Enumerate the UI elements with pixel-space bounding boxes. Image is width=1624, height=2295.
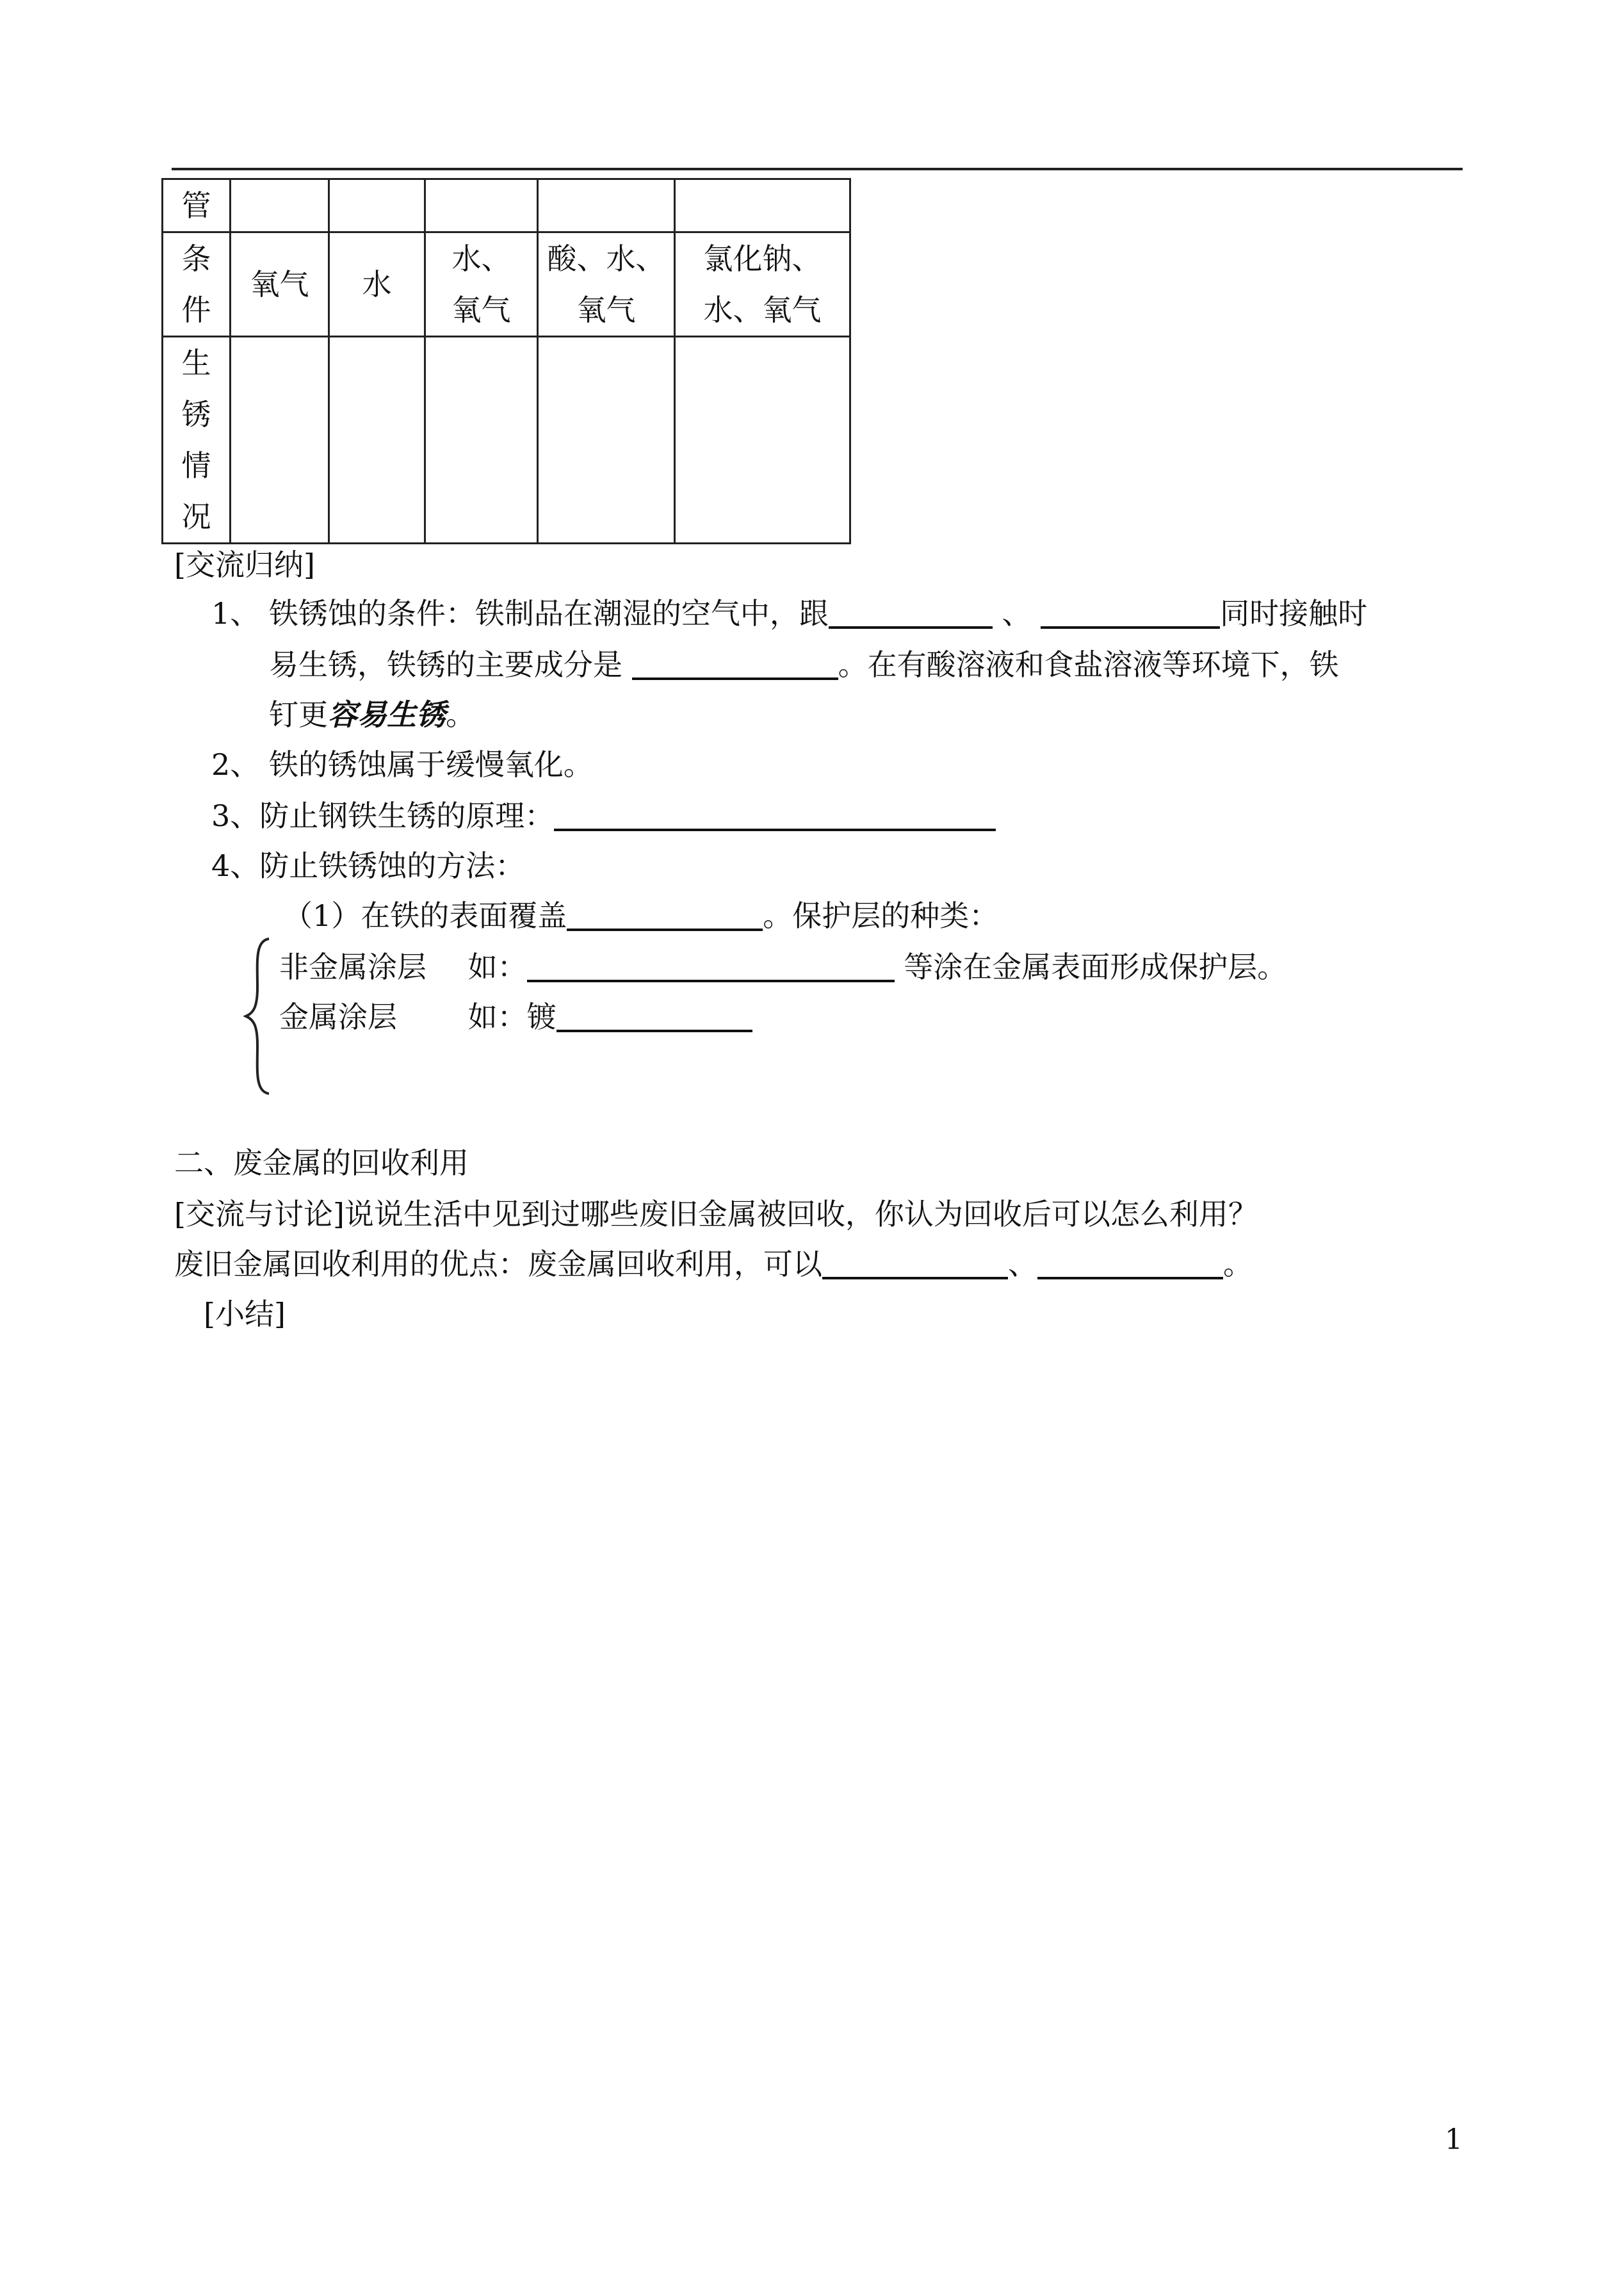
item1-line2: 易生锈，铁锈的主要成分是 。在有酸溶液和食盐溶液等环境下，铁	[269, 647, 1339, 682]
item4-1: （1）在铁的表面覆盖 。保护层的种类：	[283, 898, 999, 933]
table-cell	[538, 179, 675, 232]
label-rust-status: 生 锈 情 况	[163, 337, 231, 544]
condition-cell-water-oxygen: 水、 氧气	[425, 232, 538, 337]
table-cell	[329, 179, 425, 232]
blank-3[interactable]	[632, 647, 838, 680]
blank-4[interactable]	[554, 798, 996, 831]
blank-6[interactable]	[527, 949, 895, 982]
table-cell	[231, 179, 329, 232]
metal-coating: 金属涂层 如：镀	[279, 998, 752, 1036]
table-cell	[675, 179, 850, 232]
page-number: 1	[1445, 2123, 1463, 2156]
item2: 2、 铁的锈蚀属于缓慢氧化。	[211, 747, 593, 782]
table-cell	[675, 337, 850, 544]
table-cell	[425, 179, 538, 232]
label-tube: 管	[163, 179, 231, 232]
item1-line3: 钉更容易生锈。	[269, 697, 475, 732]
blank-5[interactable]	[567, 898, 763, 931]
advantage-line: 废旧金属回收利用的优点：废金属回收利用，可以 、 。	[174, 1247, 1253, 1281]
header-rule	[172, 168, 1463, 170]
condition-cell-acid-water-oxygen: 酸、水、 氧气	[538, 232, 675, 337]
table-cell	[425, 337, 538, 544]
blank-9[interactable]	[1037, 1246, 1223, 1279]
table-row-condition	[163, 232, 850, 337]
blank-1[interactable]	[829, 596, 993, 629]
condition-cell-oxygen: 氧气	[231, 232, 329, 337]
section2-heading: 二、废金属的回收利用	[174, 1146, 469, 1180]
rust-experiment-table	[161, 178, 851, 544]
blank-8[interactable]	[822, 1246, 1008, 1279]
nonmetal-coating: 非金属涂层 如： 等涂在金属表面形成保护层。	[279, 950, 1287, 984]
table-cell	[329, 337, 425, 544]
summary-label: [小结]	[204, 1297, 286, 1331]
table-cell	[538, 337, 675, 544]
blank-2[interactable]	[1041, 596, 1220, 629]
curly-brace-icon	[243, 936, 282, 1096]
table-cell	[231, 337, 329, 544]
item3: 3、防止钢铁生锈的原理：	[211, 797, 996, 835]
table-row-rust	[163, 337, 850, 544]
condition-cell-water: 水	[329, 232, 425, 337]
condition-cell-nacl-water-oxygen: 氯化钠、 水、氧气	[675, 232, 850, 337]
item1-line1: 1、 铁锈蚀的条件：铁制品在潮湿的空气中，跟 、 同时接触时	[211, 596, 1368, 631]
item4: 4、防止铁锈蚀的方法：	[211, 848, 525, 883]
label-condition: 条 件	[163, 232, 231, 337]
table-row-tube	[163, 179, 850, 232]
discussion-prompt: [交流与讨论]说说生活中见到过哪些废旧金属被回收，你认为回收后可以怎么利用？	[174, 1197, 1258, 1231]
summary-heading: [交流归纳]	[174, 547, 315, 582]
blank-7[interactable]	[556, 999, 752, 1032]
